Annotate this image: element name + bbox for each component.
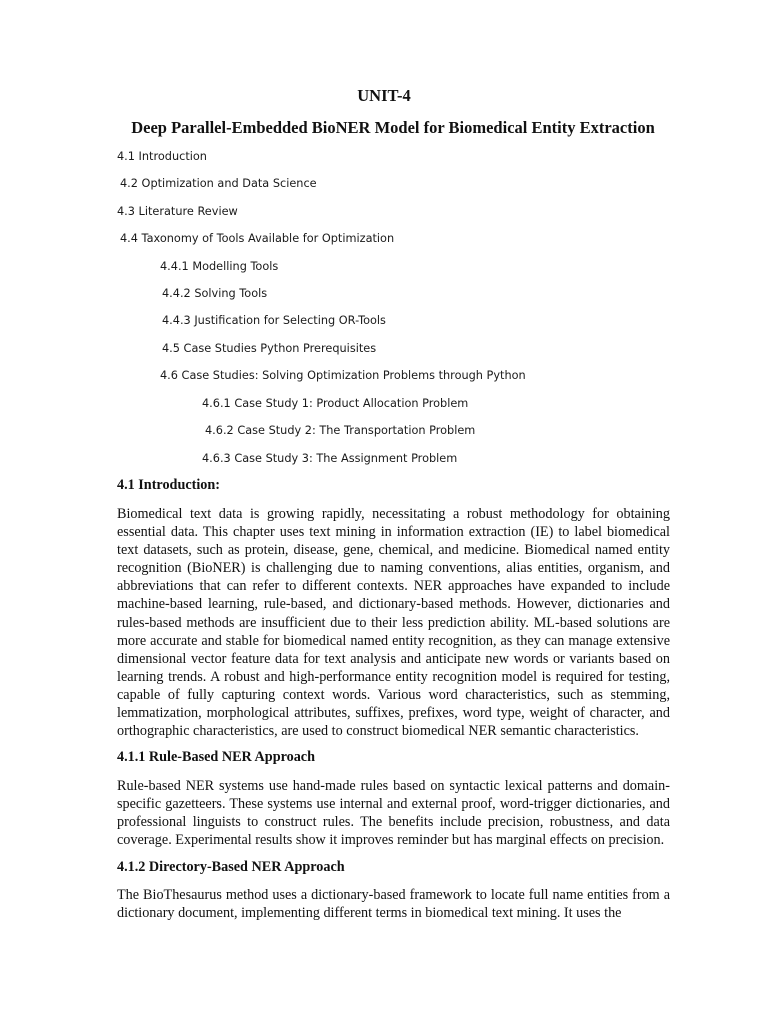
toc-item: 4.6 Case Studies: Solving Optimization Problems through Python — [160, 369, 526, 382]
section-heading-rule-based: 4.1.1 Rule-Based NER Approach — [117, 749, 315, 765]
toc-item: 4.6.3 Case Study 3: The Assignment Problem — [202, 452, 458, 465]
toc-item: 4.1 Introduction — [117, 150, 207, 163]
toc-item: 4.3 Literature Review — [117, 205, 238, 218]
chapter-title: Deep Parallel-Embedded BioNER Model for Biomedical Entity Extraction — [131, 118, 655, 137]
toc-item: 4.4 Taxonomy of Tools Available for Optimization — [120, 232, 395, 245]
toc-item: 4.4.3 Justification for Selecting OR-Tools — [162, 314, 386, 327]
introduction-paragraph: Biomedical text data is growing rapidly, necessitating a robust methodology for obtaining essential data. This chapter uses text mining in information extraction (IE) to label biomedical text datasets, such as protein, disease, gene, chemical, and medicine. Biomedical named entity recognition (BioNER) is challenging due to naming conventions, alias entities, organism, and abbreviations that can refer to different contexts. NER approaches have expanded to include machine-based learning, rule-based, and dictionary-based methods. However, dictionaries and rules-based methods are insufficient due to their less prediction ability. ML-based solutions are more accurate and stable for biomedical named entity recognition, as they can manage extensive dimensional vector feature data for text analysis and anticipate new words or variants based on learning trends. A robust and high-performance entity recognition model is required for testing, capable of fully capturing context words. Various word characteristics, such as stemming, lemmatization, morphological attributes, suffixes, prefixes, word type, weight of character, and orthographic characteristics, are used to construct biomedical NER semantic characteristics. — [117, 506, 670, 740]
toc-item: 4.2 Optimization and Data Science — [120, 177, 317, 190]
toc-item: 4.6.2 Case Study 2: The Transportation Problem — [205, 424, 476, 437]
unit-label: UNIT-4 — [357, 86, 411, 105]
toc-item: 4.4.1 Modelling Tools — [160, 260, 279, 273]
toc-item: 4.6.1 Case Study 1: Product Allocation Problem — [202, 397, 469, 410]
toc-item: 4.4.2 Solving Tools — [162, 287, 268, 300]
rule-based-paragraph: Rule-based NER systems use hand-made rules based on syntactic lexical patterns and domain-specific gazetteers. These systems use internal and external proof, word-trigger dictionaries, and professional linguists to construct rules. The benefits include precision, robustness, and data coverage. Experimental results show it improves reminder but has marginal effects on precision. — [117, 778, 670, 849]
section-heading-directory-based: 4.1.2 Directory-Based NER Approach — [117, 859, 345, 875]
toc-item: 4.5 Case Studies Python Prerequisites — [162, 342, 377, 355]
section-heading-introduction: 4.1 Introduction: — [117, 477, 221, 493]
directory-based-paragraph: The BioThesaurus method uses a dictionary-based framework to locate full name entities from a dictionary document, implementing different terms in biomedical text mining. It uses the — [117, 887, 670, 922]
